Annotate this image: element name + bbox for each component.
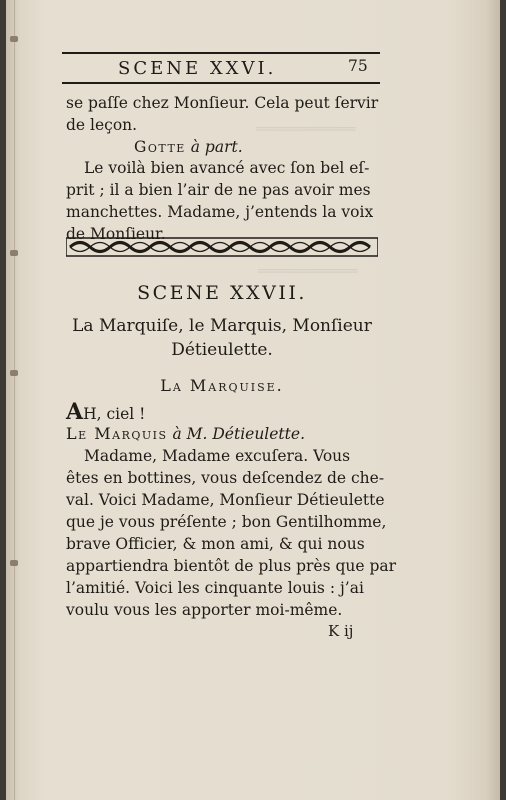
speaker-gotte <box>134 137 243 157</box>
ornament-band <box>66 236 378 258</box>
gutter-fold <box>14 0 15 800</box>
binding-stitch <box>10 560 18 566</box>
show-through: ═══════════ <box>256 120 356 138</box>
speaker-name: Le Marquis <box>66 424 168 443</box>
text-line: voulu vous les apporter moi-même. <box>66 601 343 619</box>
show-through: ═══════════ <box>258 262 358 280</box>
binding-stitch <box>10 250 18 256</box>
text-line: prit ; il a bien l’air de ne pas avoir mes <box>66 181 371 199</box>
text-line: l’amitié. Voici les cinquante louis : j’ai <box>66 579 364 597</box>
drop-cap: A <box>66 399 84 425</box>
speaker-marquise: La Marquise. <box>160 376 284 395</box>
text-line: manchettes. Madame, j’entends la voix <box>66 203 374 221</box>
text-line: de Monſieur. <box>66 225 166 243</box>
text-line: Le voilà bien avancé avec ſon bel eſ- <box>84 159 370 177</box>
scene-title: SCENE XXVII. <box>137 282 307 304</box>
binding-stitch <box>10 36 18 42</box>
binding-stitch <box>10 370 18 376</box>
stage-direction: à M. Détieulette. <box>172 425 305 443</box>
speaker-name: Gotte <box>134 138 186 156</box>
cast-line: La Marquiſe, le Marquis, Monſieur <box>72 316 372 336</box>
signature-mark: K ij <box>328 622 354 640</box>
marquise-speech <box>66 399 146 425</box>
text-line: Madame, Madame excuſera. Vous <box>84 447 351 465</box>
text-line: brave Officier, & mon ami, & qui nous <box>66 535 365 553</box>
text-line: appartiendra bientôt de plus près que par <box>66 557 397 575</box>
speech-text: H, ciel ! <box>83 405 146 423</box>
speaker-marquis <box>66 424 305 444</box>
running-head-rule <box>62 52 380 84</box>
cast-line: Détieulette. <box>171 340 273 360</box>
running-head-title: SCENE XXVI. <box>118 58 277 79</box>
page-number: 75 <box>348 57 368 75</box>
text-line: val. Voici Madame, Monſieur Détieulette <box>66 491 385 509</box>
book-page <box>6 0 500 800</box>
text-line: de leçon. <box>66 116 138 134</box>
text-line: se paſſe chez Monſieur. Cela peut ſervir <box>66 94 379 112</box>
stage-direction: à part. <box>190 138 243 156</box>
text-line: que je vous préſente ; bon Gentilhomme, <box>66 513 387 531</box>
text-line: êtes en bottines, vous deſcendez de che- <box>66 469 385 487</box>
